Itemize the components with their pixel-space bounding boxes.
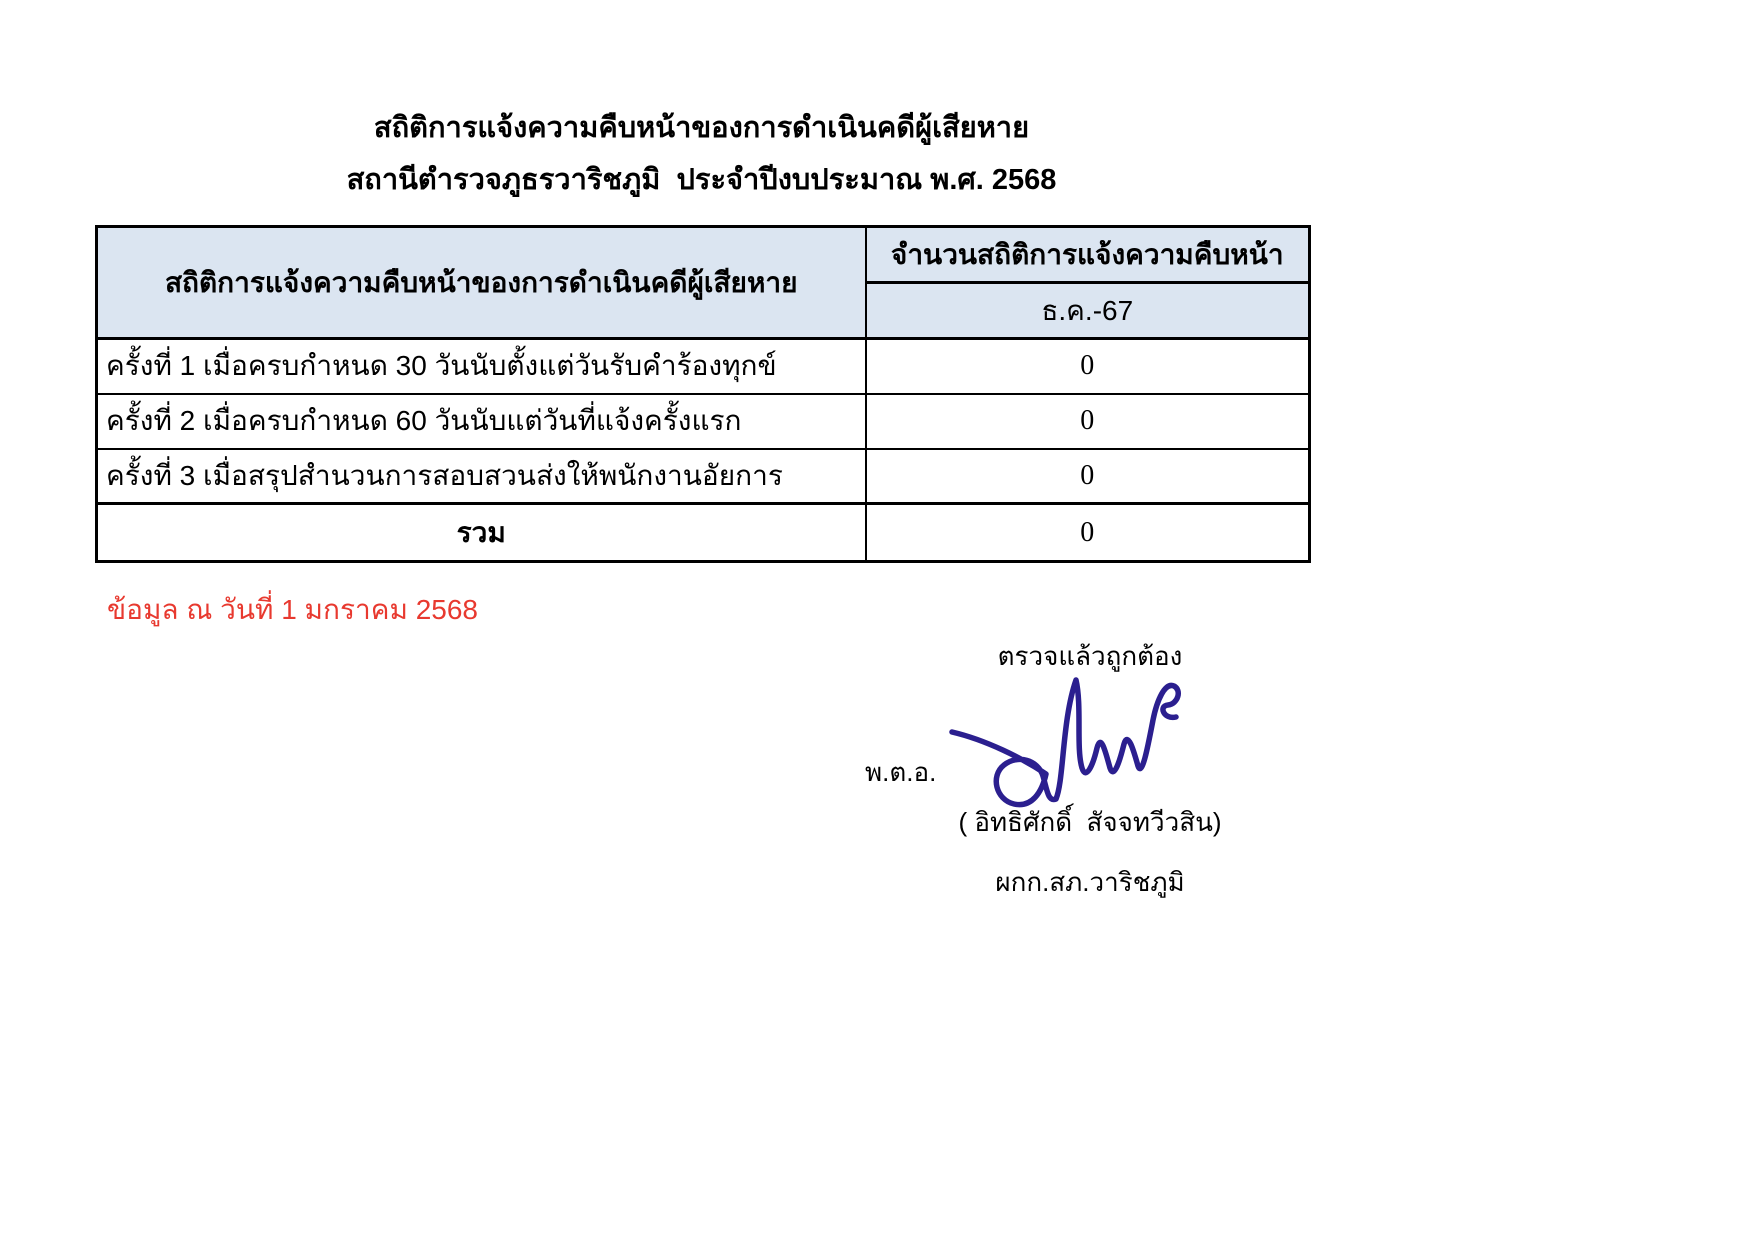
row-label: ครั้งที่ 3 เมื่อสรุปสำนวนการสอบสวนส่งให้พนักงานอัยการ xyxy=(97,449,866,504)
row-value: 0 xyxy=(866,394,1310,449)
total-value: 0 xyxy=(866,504,1310,562)
document-subtitle: สถานีตำรวจภูธรวาริชภูมิ ประจำปีงบประมาณ พ.ศ. 2568 xyxy=(346,164,1057,196)
table-row xyxy=(97,449,1310,504)
row-value: 0 xyxy=(866,339,1310,394)
signer-rank: พ.ต.อ. xyxy=(865,757,937,787)
statistics-table xyxy=(95,225,1311,563)
table-header-month: ธ.ค.-67 xyxy=(866,283,1310,339)
table-header-label-column: สถิติการแจ้งความคืบหน้าของการดำเนินคดีผู้เสียหาย xyxy=(97,227,866,339)
table-row xyxy=(97,339,1310,394)
table-total-row xyxy=(97,504,1310,562)
row-value: 0 xyxy=(866,449,1310,504)
table-row xyxy=(97,394,1310,449)
row-label: ครั้งที่ 2 เมื่อครบกำหนด 60 วันนับแต่วันที่แจ้งครั้งแรก xyxy=(97,394,866,449)
verified-text: ตรวจแล้วถูกต้อง xyxy=(997,641,1183,671)
row-label: ครั้งที่ 1 เมื่อครบกำหนด 30 วันนับตั้งแต่วันรับคำร้องทุกข์ xyxy=(97,339,866,394)
table-header-value-column: จำนวนสถิติการแจ้งความคืบหน้า xyxy=(866,227,1310,283)
data-as-of-note: ข้อมูล ณ วันที่ 1 มกราคม 2568 xyxy=(107,594,478,625)
document-title: สถิติการแจ้งความคืบหน้าของการดำเนินคดีผู้เสียหาย xyxy=(373,112,1030,144)
total-label: รวม xyxy=(97,504,866,562)
signer-position: ผกก.สภ.วาริชภูมิ xyxy=(995,867,1185,897)
signer-name: ( อิทธิศักดิ์ สัจจทวีวสิน) xyxy=(958,807,1222,837)
